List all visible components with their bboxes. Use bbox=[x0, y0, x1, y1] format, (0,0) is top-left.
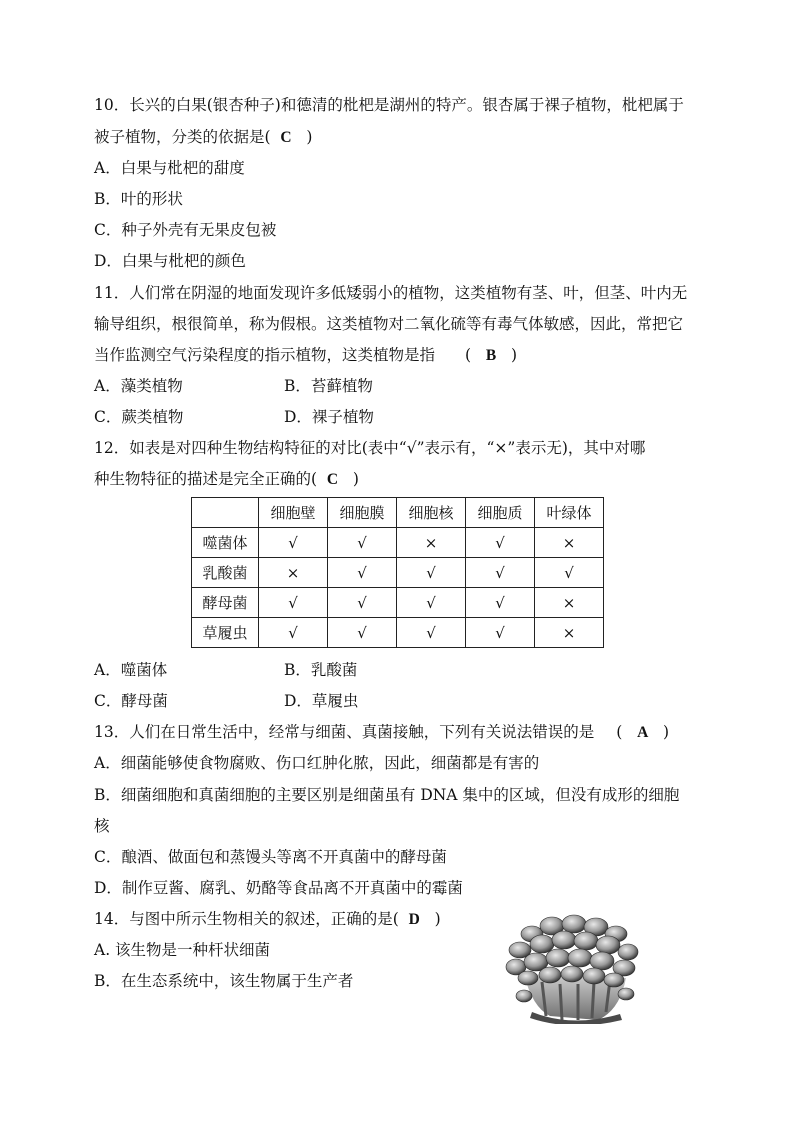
table-header-cell: 细胞核 bbox=[397, 498, 466, 528]
q10-option-a: A．白果与枇杷的甜度 bbox=[94, 159, 245, 177]
q12-stem-line1: 12．如表是对四种生物结构特征的对比(表中“√”表示有，“×”表示无)，其中对哪 bbox=[94, 439, 646, 457]
q10-option-d: D．白果与枇杷的颜色 bbox=[94, 252, 246, 270]
table-cell: 酵母菌 bbox=[192, 588, 259, 618]
table-row bbox=[192, 588, 604, 618]
table-cell: √ bbox=[397, 618, 466, 648]
organism-feature-table bbox=[191, 497, 604, 648]
table-cell: √ bbox=[397, 558, 466, 588]
table-cell: × bbox=[397, 528, 466, 558]
table-row bbox=[192, 528, 604, 558]
q11-option-c: C．蕨类植物 bbox=[94, 408, 184, 426]
q13-option-c: C．酿酒、做面包和蒸馒头等离不开真菌中的酵母菌 bbox=[94, 848, 447, 866]
q11-option-b: B．苔藓植物 bbox=[284, 377, 373, 395]
q13-stem: 13．人们在日常生活中，经常与细菌、真菌接触，下列有关说法错误的是 ( A ) bbox=[94, 723, 670, 741]
table-cell: √ bbox=[328, 618, 397, 648]
table-cell: √ bbox=[466, 528, 535, 558]
table-cell: √ bbox=[259, 618, 328, 648]
table-cell: √ bbox=[328, 528, 397, 558]
q12-stem-line2 bbox=[94, 469, 359, 490]
q12-option-b: B．乳酸菌 bbox=[284, 661, 358, 679]
table-cell: 草履虫 bbox=[192, 618, 259, 648]
q12-option-a: A．噬菌体 bbox=[94, 661, 168, 679]
q14-stem bbox=[94, 909, 441, 930]
mushroom-cluster-image bbox=[502, 912, 642, 1024]
table-cell: × bbox=[535, 528, 604, 558]
table-cell: 噬菌体 bbox=[192, 528, 259, 558]
q12-option-d: D．草履虫 bbox=[284, 692, 359, 710]
table-cell: √ bbox=[259, 588, 328, 618]
q10-option-b: B．叶的形状 bbox=[94, 190, 183, 208]
table-cell: √ bbox=[259, 528, 328, 558]
table-cell: × bbox=[535, 618, 604, 648]
table-cell: √ bbox=[535, 558, 604, 588]
table-row bbox=[192, 558, 604, 588]
q12-stem-prefix: 种生物特征的描述是完全正确的( bbox=[94, 470, 318, 488]
table-header-cell: 细胞质 bbox=[466, 498, 535, 528]
q11-stem-prefix: 当作监测空气污染程度的指示植物，这类植物是指 bbox=[94, 346, 436, 364]
table-cell: √ bbox=[466, 558, 535, 588]
q11-stem-line2: 输导组织，根很简单，称为假根。这类植物对二氧化硫等有毒气体敏感，因此，常把它 bbox=[94, 315, 684, 333]
table-cell: √ bbox=[328, 588, 397, 618]
q12-answer: C bbox=[326, 471, 339, 488]
q10-stem-line2 bbox=[94, 127, 312, 148]
q13-option-b: B．细菌细胞和真菌细胞的主要区别是细菌虽有 DNA 集中的区域，但没有成形的细胞 bbox=[94, 786, 680, 804]
table-cell: 乳酸菌 bbox=[192, 558, 259, 588]
table-header-cell: 叶绿体 bbox=[535, 498, 604, 528]
q13-option-d: D．制作豆酱、腐乳、奶酪等食品离不开真菌中的霉菌 bbox=[94, 879, 463, 897]
q14-option-a: A. 该生物是一种杆状细菌 bbox=[94, 941, 271, 959]
q10-stem-line1: 10．长兴的白果(银杏种子)和德清的枇杷是湖州的特产。银杏属于裸子植物，枇杷属于 bbox=[94, 96, 684, 114]
q14-stem-prefix: 14．与图中所示生物相关的叙述，正确的是( bbox=[94, 910, 399, 928]
table-header-cell: 细胞膜 bbox=[328, 498, 397, 528]
q14-stem-suffix: ) bbox=[434, 910, 441, 928]
table-cell: √ bbox=[397, 588, 466, 618]
q12-stem-suffix: ) bbox=[352, 470, 359, 488]
q11-stem-line1: 11．人们常在阴湿的地面发现许多低矮弱小的植物，这类植物有茎、叶，但茎、叶内无 bbox=[94, 284, 688, 302]
q10-answer: C bbox=[280, 129, 292, 146]
table-row bbox=[192, 618, 604, 648]
q13-option-b-cont: 核 bbox=[94, 817, 110, 835]
q11-option-d: D．裸子植物 bbox=[284, 408, 374, 426]
table-cell: √ bbox=[466, 588, 535, 618]
q13-option-a: A．细菌能够使食物腐败、伤口红肿化脓，因此，细菌都是有害的 bbox=[94, 754, 540, 772]
q10-option-c: C．种子外壳有无果皮包被 bbox=[94, 221, 277, 239]
q11-answer: B bbox=[485, 347, 497, 364]
table-cell: × bbox=[535, 588, 604, 618]
q11-option-a: A．藻类植物 bbox=[94, 377, 183, 395]
table-header-row bbox=[192, 498, 604, 528]
q13-answer: A bbox=[637, 724, 649, 741]
q14-answer: D bbox=[408, 911, 420, 928]
table-header-cell: 细胞壁 bbox=[259, 498, 328, 528]
q10-stem-prefix: 被子植物，分类的依据是( bbox=[94, 128, 271, 146]
q13-stem-prefix: 13．人们在日常生活中，经常与细菌、真菌接触，下列有关说法错误的是 bbox=[94, 723, 595, 741]
q10-stem-suffix: ) bbox=[306, 128, 313, 146]
table-cell: √ bbox=[328, 558, 397, 588]
table-cell: √ bbox=[466, 618, 535, 648]
table-header-cell bbox=[192, 498, 259, 528]
q14-option-b: B．在生态系统中，该生物属于生产者 bbox=[94, 972, 354, 990]
q11-stem-line3: 当作监测空气污染程度的指示植物，这类植物是指 ( B ) bbox=[94, 346, 518, 364]
q12-option-c: C．酵母菌 bbox=[94, 692, 168, 710]
table-cell: × bbox=[259, 558, 328, 588]
